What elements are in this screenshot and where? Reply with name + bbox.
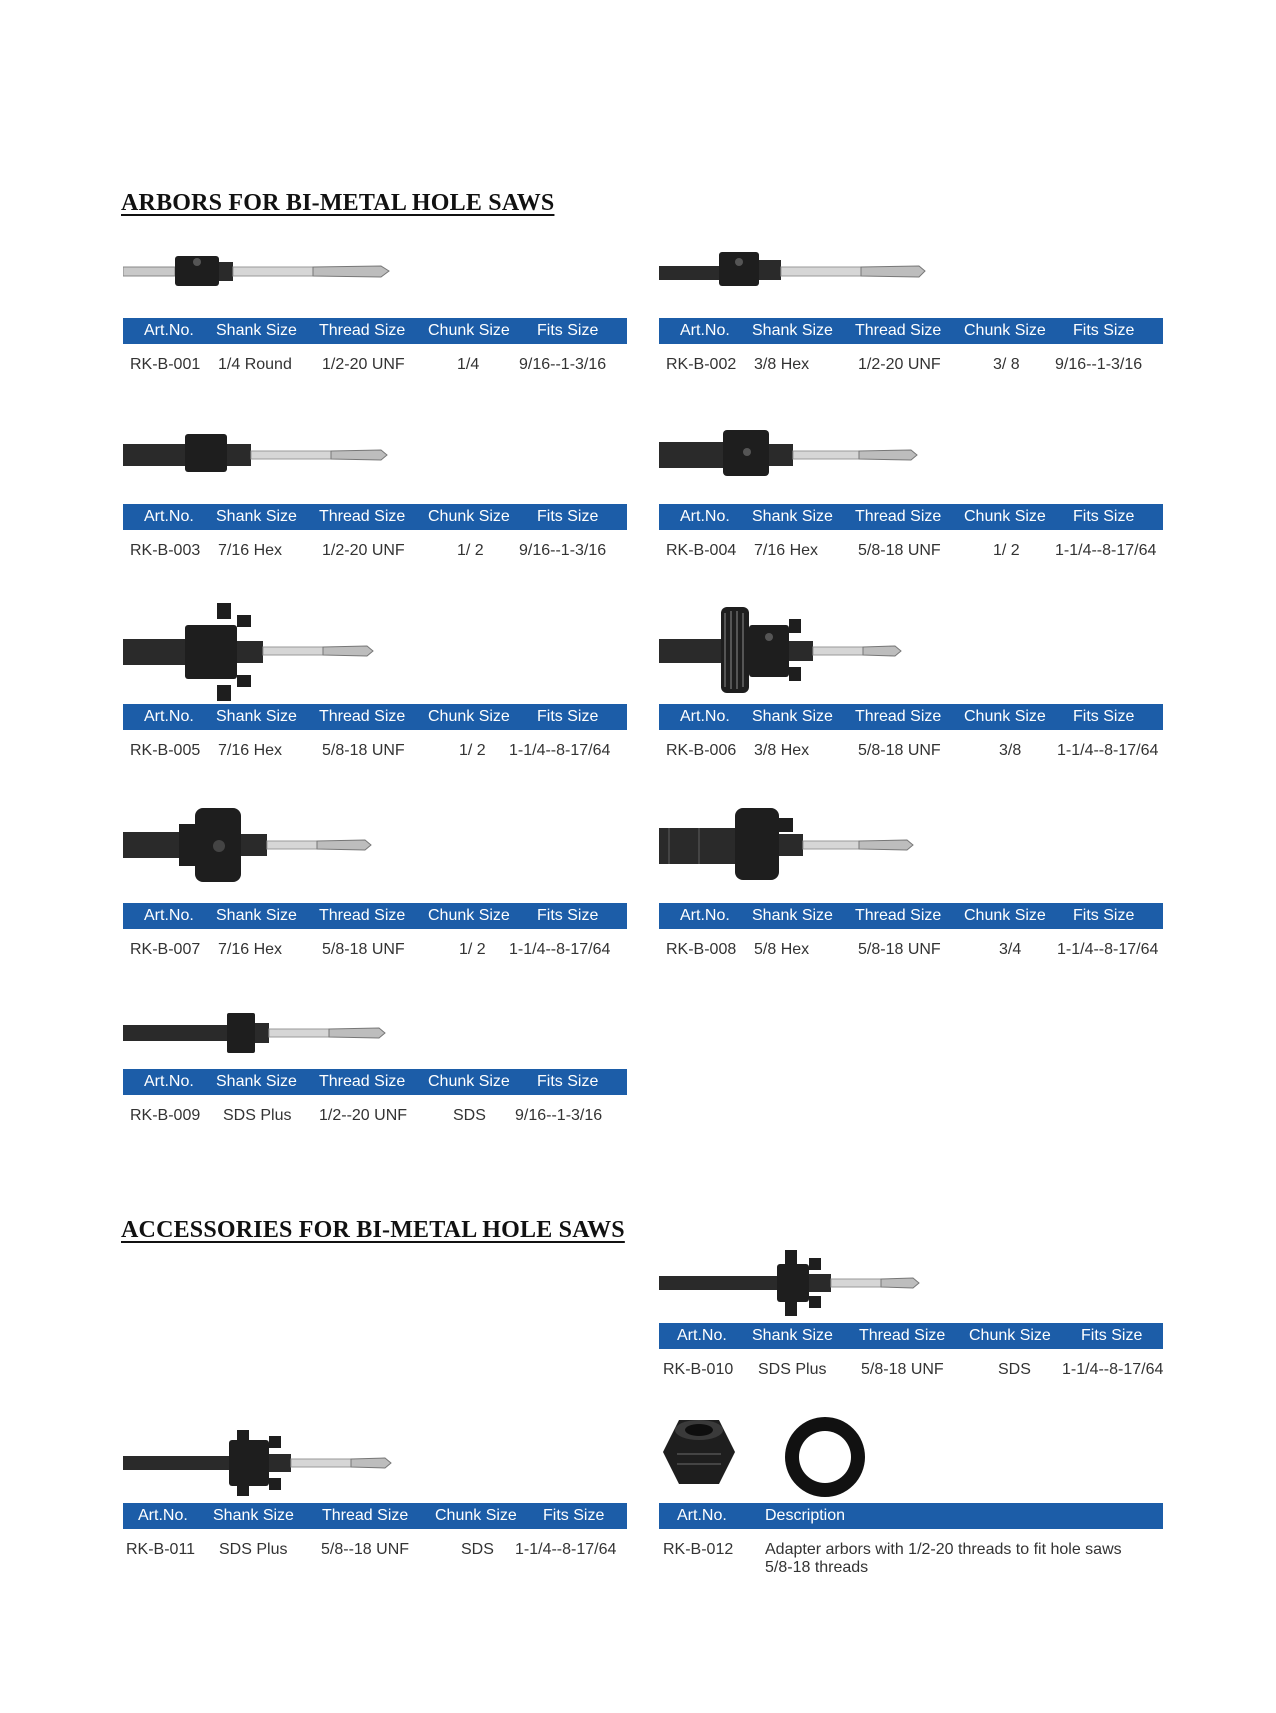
shank-size-value: 7/16 Hex xyxy=(754,542,819,559)
column-header-fits-size: Fits Size xyxy=(1073,907,1135,924)
arbor-hex-shank-icon xyxy=(659,424,959,504)
column-header-shank-size: Shank Size xyxy=(216,708,297,725)
column-header-chunk-size: Chunk Size xyxy=(428,322,510,339)
thread-size-value: 5/8-18 UNF xyxy=(858,542,941,559)
column-header-thread-size: Thread Size xyxy=(855,708,942,725)
product-card-rk-b-010 xyxy=(659,1250,1163,1390)
table-header-bar xyxy=(659,903,1163,929)
fits-size-value: 1-1/4--8-17/64 xyxy=(509,941,611,958)
column-header-chunk-size: Chunk Size xyxy=(969,1327,1051,1344)
chunk-size-value: SDS xyxy=(998,1361,1031,1378)
table-header-bar xyxy=(659,504,1163,530)
arbor-quick-change-icon xyxy=(123,808,423,884)
chunk-size-value: 3/4 xyxy=(999,941,1022,958)
table-header-bar xyxy=(659,704,1163,730)
column-header-fits-size: Fits Size xyxy=(537,1073,599,1090)
shank-size-value: 3/8 Hex xyxy=(754,742,810,759)
column-header-fits-size: Fits Size xyxy=(1081,1327,1143,1344)
art-no-value: RK-B-004 xyxy=(666,542,737,559)
fits-size-value: 1-1/4--8-17/64 xyxy=(1057,941,1159,958)
table-header-bar xyxy=(123,704,627,730)
art-no-value: RK-B-006 xyxy=(666,742,737,759)
column-header-shank-size: Shank Size xyxy=(752,907,833,924)
shank-size-value: 3/8 Hex xyxy=(754,356,810,373)
shank-size-value: 5/8 Hex xyxy=(754,941,810,958)
art-no-value: RK-B-002 xyxy=(666,356,737,373)
fits-size-value: 1-1/4--8-17/64 xyxy=(1055,542,1157,559)
column-header-chunk-size: Chunk Size xyxy=(428,708,510,725)
fits-size-value: 1-1/4--8-17/64 xyxy=(1057,742,1159,759)
table-header-bar xyxy=(123,1069,627,1095)
product-card-rk-b-011 xyxy=(123,1430,627,1570)
column-header-fits-size: Fits Size xyxy=(543,1507,605,1524)
column-header-art-no: Art.No. xyxy=(144,708,194,725)
column-header-thread-size: Thread Size xyxy=(855,322,942,339)
washer-ring-icon xyxy=(780,1412,870,1502)
column-header-shank-size: Shank Size xyxy=(216,907,297,924)
column-header-shank-size: Shank Size xyxy=(752,1327,833,1344)
arbor-sds-shank-icon xyxy=(123,1005,423,1065)
column-header-thread-size: Thread Size xyxy=(319,708,406,725)
column-header-description: Description xyxy=(765,1507,846,1524)
arbor-hex-shank-icon xyxy=(659,238,959,318)
shank-size-value: SDS Plus xyxy=(223,1107,292,1124)
chunk-size-value: 3/ 8 xyxy=(993,356,1020,373)
column-header-thread-size: Thread Size xyxy=(319,508,406,525)
thread-size-value: 5/8-18 UNF xyxy=(858,941,941,958)
column-header-shank-size: Shank Size xyxy=(752,708,833,725)
table-header-bar xyxy=(659,1503,1163,1529)
shank-size-value: SDS Plus xyxy=(219,1541,288,1558)
chunk-size-value: SDS xyxy=(461,1541,494,1558)
arbor-pin-drive-icon xyxy=(123,603,423,703)
product-card-rk-b-007 xyxy=(123,808,627,963)
accessories-section-title: ACCESSORIES FOR BI-METAL HOLE SAWS xyxy=(121,1217,625,1243)
thread-size-value: 5/8--18 UNF xyxy=(321,1541,410,1558)
column-header-fits-size: Fits Size xyxy=(1073,708,1135,725)
column-header-chunk-size: Chunk Size xyxy=(964,907,1046,924)
column-header-art-no: Art.No. xyxy=(144,1073,194,1090)
adapter-nut-icon xyxy=(659,1414,739,1490)
product-card-rk-b-003 xyxy=(123,424,627,564)
column-header-thread-size: Thread Size xyxy=(855,907,942,924)
product-card-rk-b-005 xyxy=(123,603,627,763)
chunk-size-value: 1/ 2 xyxy=(457,542,484,559)
column-header-thread-size: Thread Size xyxy=(322,1507,409,1524)
chunk-size-value: 1/ 2 xyxy=(993,542,1020,559)
arbor-round-shank-icon xyxy=(123,238,423,318)
column-header-shank-size: Shank Size xyxy=(216,1073,297,1090)
column-header-fits-size: Fits Size xyxy=(537,322,599,339)
thread-size-value: 1/2--20 UNF xyxy=(319,1107,408,1124)
column-header-fits-size: Fits Size xyxy=(537,708,599,725)
column-header-art-no: Art.No. xyxy=(144,322,194,339)
table-header-bar xyxy=(659,318,1163,344)
description-line: 5/8-18 threads xyxy=(765,1559,869,1576)
thread-size-value: 1/2-20 UNF xyxy=(322,542,405,559)
column-header-art-no: Art.No. xyxy=(144,508,194,525)
art-no-value: RK-B-008 xyxy=(666,941,737,958)
column-header-art-no: Art.No. xyxy=(680,508,730,525)
table-header-bar xyxy=(123,1503,627,1529)
thread-size-value: 1/2-20 UNF xyxy=(858,356,941,373)
chunk-size-value: SDS xyxy=(453,1107,486,1124)
column-header-thread-size: Thread Size xyxy=(855,508,942,525)
chunk-size-value: 3/8 xyxy=(999,742,1022,759)
art-no-value: RK-B-007 xyxy=(130,941,201,958)
art-no-value: RK-B-011 xyxy=(126,1541,196,1558)
thread-size-value: 5/8-18 UNF xyxy=(858,742,941,759)
art-no-value: RK-B-001 xyxy=(130,356,201,373)
column-header-thread-size: Thread Size xyxy=(319,322,406,339)
thread-size-value: 5/8-18 UNF xyxy=(861,1361,944,1378)
art-no-value: RK-B-012 xyxy=(663,1541,734,1558)
thread-size-value: 5/8-18 UNF xyxy=(322,742,405,759)
table-header-bar xyxy=(123,504,627,530)
column-header-chunk-size: Chunk Size xyxy=(964,322,1046,339)
fits-size-value: 1-1/4--8-17/64 xyxy=(509,742,611,759)
column-header-thread-size: Thread Size xyxy=(859,1327,946,1344)
column-header-shank-size: Shank Size xyxy=(752,508,833,525)
column-header-chunk-size: Chunk Size xyxy=(964,508,1046,525)
column-header-fits-size: Fits Size xyxy=(537,907,599,924)
description-line: Adapter arbors with 1/2-20 threads to fit hole saws xyxy=(765,1541,1122,1558)
shank-size-value: 7/16 Hex xyxy=(218,542,283,559)
shank-size-value: 7/16 Hex xyxy=(218,742,283,759)
chunk-size-value: 1/4 xyxy=(457,356,480,373)
column-header-fits-size: Fits Size xyxy=(1073,322,1135,339)
product-card-rk-b-004 xyxy=(659,424,1163,564)
product-card-rk-b-009 xyxy=(123,1005,627,1135)
column-header-art-no: Art.No. xyxy=(680,322,730,339)
thread-size-value: 5/8-18 UNF xyxy=(322,941,405,958)
column-header-shank-size: Shank Size xyxy=(216,322,297,339)
column-header-shank-size: Shank Size xyxy=(216,508,297,525)
column-header-shank-size: Shank Size xyxy=(752,322,833,339)
chunk-size-value: 1/ 2 xyxy=(459,941,486,958)
column-header-art-no: Art.No. xyxy=(680,907,730,924)
column-header-chunk-size: Chunk Size xyxy=(428,907,510,924)
arbor-hex-shank-icon xyxy=(123,424,423,504)
fits-size-value: 1-1/4--8-17/64 xyxy=(1062,1361,1164,1378)
column-header-chunk-size: Chunk Size xyxy=(428,1073,510,1090)
column-header-chunk-size: Chunk Size xyxy=(435,1507,517,1524)
description-value xyxy=(765,1541,1122,1577)
fits-size-value: 1-1/4--8-17/64 xyxy=(515,1541,617,1558)
column-header-art-no: Art.No. xyxy=(144,907,194,924)
shank-size-value: SDS Plus xyxy=(758,1361,827,1378)
product-card-rk-b-008 xyxy=(659,808,1163,963)
fits-size-value: 9/16--1-3/16 xyxy=(1055,356,1143,373)
art-no-value: RK-B-009 xyxy=(130,1107,201,1124)
chunk-size-value: 1/ 2 xyxy=(459,742,486,759)
column-header-art-no: Art.No. xyxy=(677,1327,727,1344)
table-header-bar xyxy=(659,1323,1163,1349)
table-header-bar xyxy=(123,903,627,929)
arbor-quick-change-icon xyxy=(659,808,959,884)
thread-size-value: 1/2-20 UNF xyxy=(322,356,405,373)
arbors-section-title: ARBORS FOR BI-METAL HOLE SAWS xyxy=(121,190,555,216)
fits-size-value: 9/16--1-3/16 xyxy=(519,356,607,373)
shank-size-value: 7/16 Hex xyxy=(218,941,283,958)
column-header-art-no: Art.No. xyxy=(138,1507,188,1524)
arbor-knurled-collar-icon xyxy=(659,603,959,703)
arbor-sds-pin-drive-icon xyxy=(123,1430,423,1496)
fits-size-value: 9/16--1-3/16 xyxy=(515,1107,603,1124)
product-card-rk-b-012 xyxy=(659,1414,1163,1584)
column-header-art-no: Art.No. xyxy=(680,708,730,725)
fits-size-value: 9/16--1-3/16 xyxy=(519,542,607,559)
product-card-rk-b-006 xyxy=(659,603,1163,763)
table-header-bar xyxy=(123,318,627,344)
column-header-fits-size: Fits Size xyxy=(1073,508,1135,525)
column-header-shank-size: Shank Size xyxy=(213,1507,294,1524)
product-card-rk-b-002 xyxy=(659,238,1163,378)
column-header-thread-size: Thread Size xyxy=(319,1073,406,1090)
column-header-fits-size: Fits Size xyxy=(537,508,599,525)
column-header-thread-size: Thread Size xyxy=(319,907,406,924)
shank-size-value: 1/4 Round xyxy=(218,356,292,373)
art-no-value: RK-B-010 xyxy=(663,1361,734,1378)
column-header-chunk-size: Chunk Size xyxy=(964,708,1046,725)
arbor-sds-pin-drive-icon xyxy=(659,1250,959,1316)
art-no-value: RK-B-005 xyxy=(130,742,201,759)
art-no-value: RK-B-003 xyxy=(130,542,201,559)
column-header-art-no: Art.No. xyxy=(677,1507,727,1524)
product-card-rk-b-001 xyxy=(123,238,627,378)
column-header-chunk-size: Chunk Size xyxy=(428,508,510,525)
